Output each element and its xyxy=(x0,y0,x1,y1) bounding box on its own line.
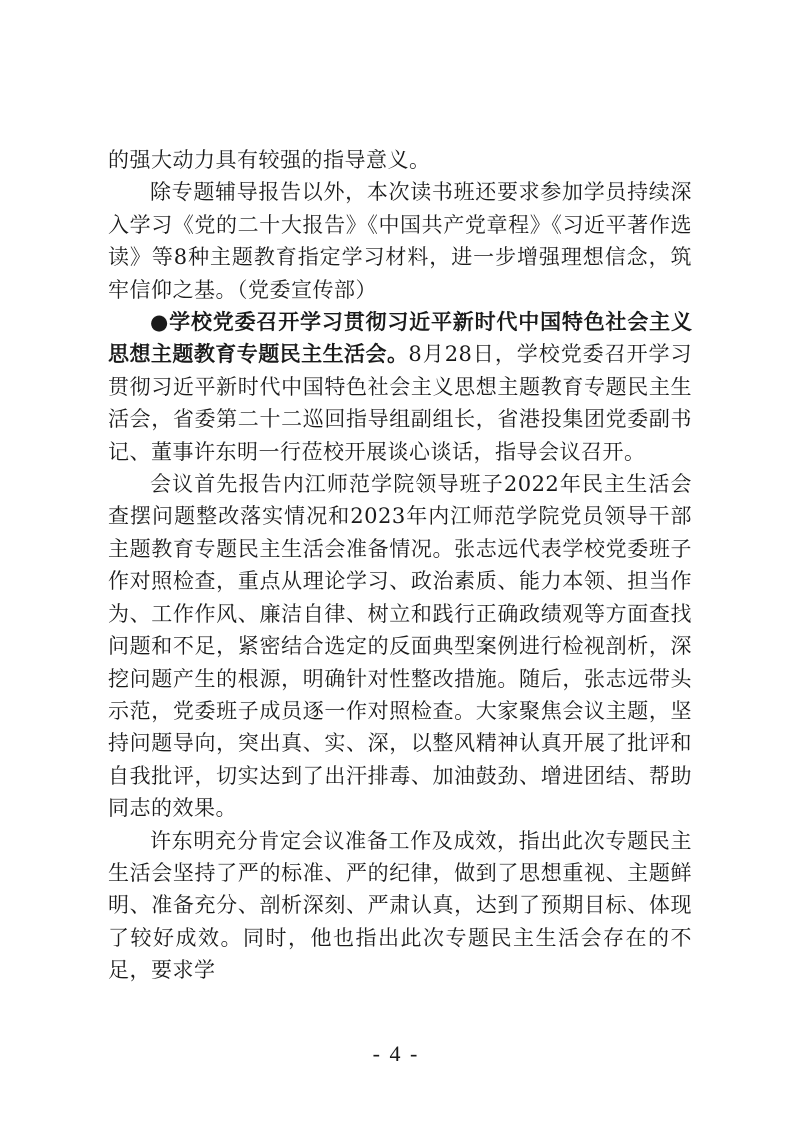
news-headline: ●学校党委召开学习贯彻习近平新时代中国特色社会主义思想主题教育专题民主生活会。 xyxy=(108,310,692,367)
paragraph-evaluation: 许东明充分肯定会议准备工作及成效，指出此次专题民主生活会坚持了严的标准、严的纪律，做到了思想重视、主题鲜明、准备充分、剖析深刻、严肃认真，达到了预期目标、体现了较好成效。同时，他也指出此次专题民主生活会存在的不足，要求学 xyxy=(108,828,692,983)
paragraph-continuation: 的强大动力具有较强的指导意义。 xyxy=(108,148,431,172)
paragraph-democratic-life-meeting xyxy=(108,306,692,468)
page-number: - 4 - xyxy=(372,1041,420,1066)
document-page xyxy=(108,144,692,987)
paragraph-reading-materials: 除专题辅导报告以外，本次读书班还要求参加学员持续深入学习《党的二十大报告》《中国共产党章程》《习近平著作选读》等8种主题教育指定学习材料，进一步增强理想信念，筑牢信仰之基。（党委宣传部） xyxy=(108,180,692,302)
paragraph-meeting-report: 会议首先报告内江师范学院领导班子2022年民主生活会查摆问题整改落实情况和2023年内江师范学院党员领导干部主题教育专题民主生活会准备情况。张志远代表学校党委班子作对照检查，重点从理论学习、政治素质、能力本领、担当作为、工作作风、廉洁自律、树立和践行正确政绩观等方面查找问题和不足，紧密结合选定的反面典型案例进行检视剖析，深挖问题产生的根源，明确针对性整改措施。随后，张志远带头示范，党委班子成员逐一作对照检查。大家聚焦会议主题，坚持问题导向，突出真、实、深，以整风精神认真开展了批评和自我批评，切实达到了出汗排毒、加油鼓劲、增进团结、帮助同志的效果。 xyxy=(108,472,692,821)
news-body: 8月28日，学校党委召开学习贯彻习近平新时代中国特色社会主义思想主题教育专题民主生活会，省委第二十二巡回指导组副组长，省港投集团党委副书记、董事许东明一行莅校开展谈心谈话，指导会议召开。 xyxy=(108,342,692,464)
